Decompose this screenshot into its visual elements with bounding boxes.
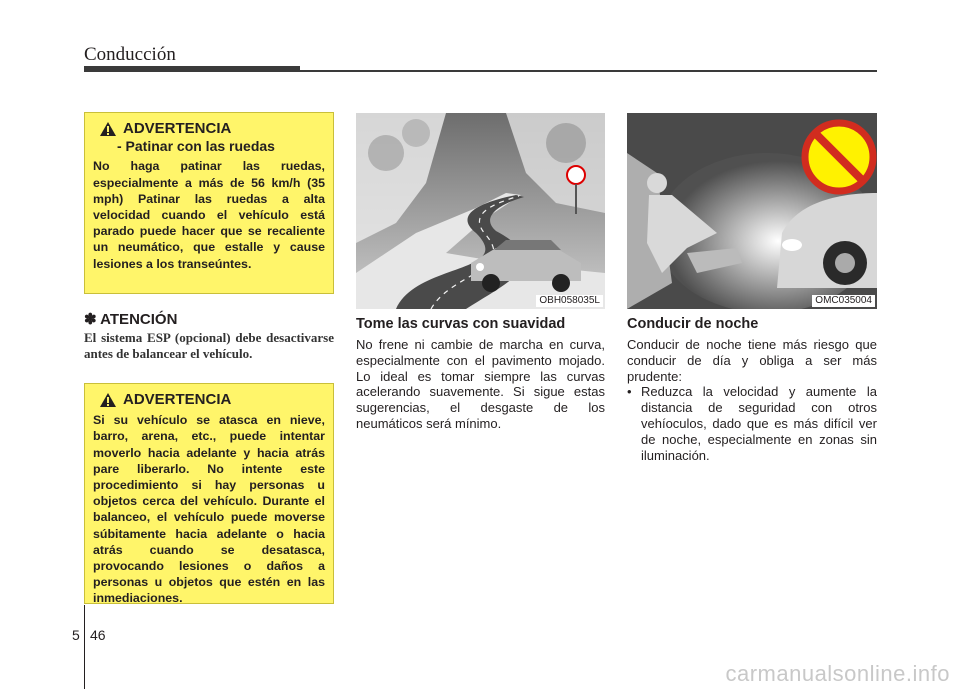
prohibition-icon (805, 123, 873, 191)
curves-title: Tome las curvas con suavidad (356, 316, 566, 332)
warning-title: ADVERTENCIA (123, 391, 232, 408)
warning-text: Si su vehículo se atasca en nieve, barro, arena, etc., puede intentar moverlo hacia adelante y hacia atrás pare liberarlo. No intente este procedimiento si hay personas u objetos cerca del vehículo. Durante el balanceo, el vehículo puede moverse súbitamente hacia adelante o hacia atrás cuando se desatasca, provocando lesiones o daños a personas u objetos que estén en las inmediaciones. (93, 413, 325, 606)
page-header-title: Conducción (84, 44, 176, 65)
curves-text: No frene ni cambie de marcha en curva, especialmente con el pavimento mojado. Lo ideal es tomar siempre las curvas acelerando suavemente. Si sigue estas sugerencias, el desgaste de los neumáticos será mínimo. (356, 337, 605, 431)
watermark: carmanualsonline.info (725, 661, 950, 686)
night-text-block (627, 337, 877, 463)
warning-triangle-icon (99, 392, 117, 408)
night-intro-text: Conducir de noche tiene más riesgo que conducir de día y obliga a ser más prudente: (627, 337, 877, 384)
header-rule-thick (84, 66, 300, 72)
attention-title: ✽ ATENCIÓN (84, 311, 178, 328)
curve-road-illustration (356, 113, 605, 309)
image-code-label: OMC035004 (812, 295, 875, 307)
night-bullet-item (627, 384, 877, 463)
warning-box-stuck-vehicle (84, 383, 334, 604)
bullet-icon: • (627, 384, 632, 400)
warning-text: No haga patinar las ruedas, especialmente a más de 56 km/h (35 mph) Patinar las ruedas a alta velocidad cuando el vehículo está parado puede hacer que se recaliente un neumático, que estalle y cause lesiones a los transeúntes. (93, 159, 325, 271)
chapter-number: 5 (72, 627, 80, 643)
header-rule-thin (300, 70, 877, 72)
warning-box-wheel-spin (84, 112, 334, 294)
curve-road-photo (356, 113, 605, 309)
page-number: 46 (90, 627, 106, 643)
night-driving-illustration (627, 113, 877, 309)
warning-subtitle: - Patinar con las ruedas (117, 138, 275, 155)
image-code-label: OBH058035L (536, 295, 603, 307)
attention-text: El sistema ESP (opcional) debe desactivarse antes de balancear el vehículo. (84, 330, 334, 361)
warning-title: ADVERTENCIA (123, 120, 232, 137)
night-driving-photo (627, 113, 877, 309)
footer-divider (84, 605, 85, 689)
warning-triangle-icon (99, 121, 117, 137)
night-bullet-text: Reduzca la velocidad y aumente la distancia de seguridad con otros vehíoculos, dado que es más difícil ver de noche, especialmente en zonas sin iluminación. (641, 384, 877, 463)
night-title: Conducir de noche (627, 316, 759, 332)
